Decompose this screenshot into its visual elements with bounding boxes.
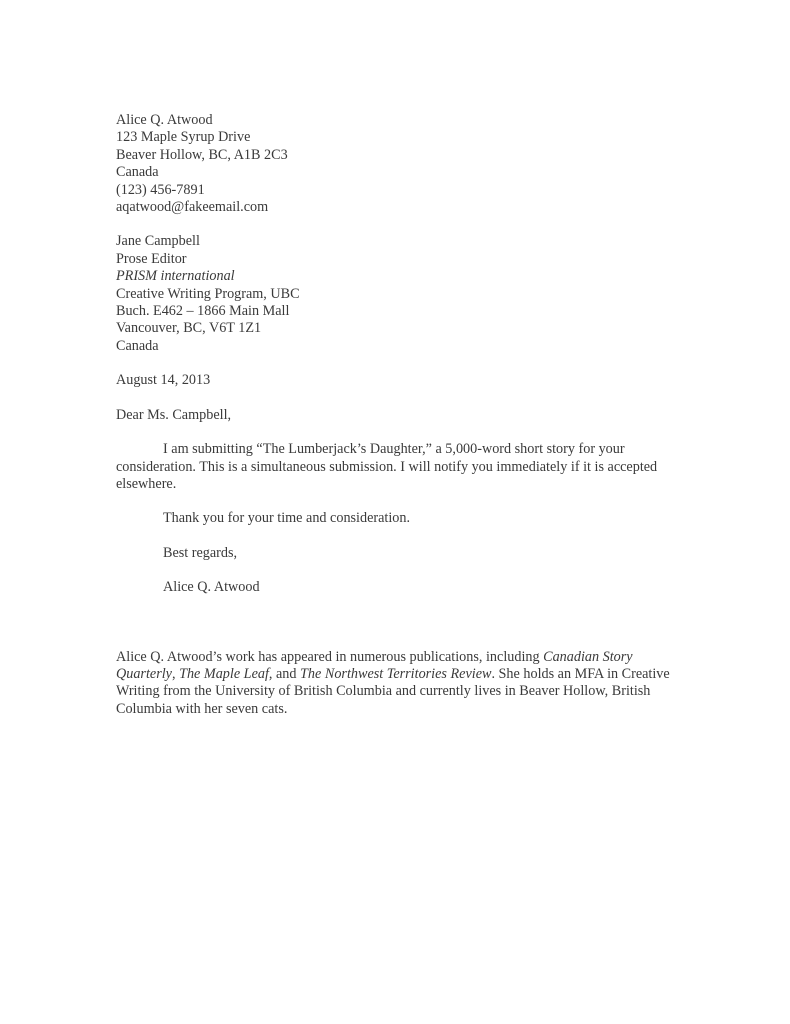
sender-phone: (123) 456-7891 — [116, 181, 205, 198]
recipient-city: Vancouver, BC, V6T 1Z1 — [116, 320, 262, 337]
recipient-publication: PRISM international — [116, 268, 235, 285]
letter — [116, 112, 676, 718]
closing: Best regards, — [163, 544, 238, 561]
recipient-name: Jane Campbell — [116, 233, 200, 250]
body-paragraph-2: Thank you for your time and consideration. — [163, 510, 411, 527]
recipient-country: Canada — [116, 337, 159, 354]
sender-address — [116, 112, 676, 216]
recipient-street: Buch. E462 – 1866 Main Mall — [116, 303, 290, 320]
bio-text-2: , — [171, 665, 180, 682]
signature: Alice Q. Atwood — [163, 579, 260, 596]
bio-text-3: , and — [268, 665, 301, 682]
recipient-address — [116, 233, 676, 355]
author-bio — [116, 649, 676, 719]
sender-email: aqatwood@fakeemail.com — [116, 199, 269, 216]
letter-date: August 14, 2013 — [116, 372, 211, 389]
bio-publication-2: The Maple Leaf — [179, 665, 269, 682]
body-paragraph-1: I am submitting “The Lumberjack’s Daughter,” a 5,000-word short story for your consideration. This is a simultaneous submission. I will notify you immediately if it is accepted elsewhere. — [116, 441, 658, 492]
sender-street: 123 Maple Syrup Drive — [116, 129, 251, 146]
recipient-department: Creative Writing Program, UBC — [116, 285, 300, 302]
bio-text-1: Alice Q. Atwood’s work has appeared in numerous publications, including — [116, 648, 544, 665]
bio-publication-3: The Northwest Territories Review — [300, 665, 492, 682]
bio-publication-1: Canadian Story Quarterly — [116, 648, 633, 682]
sender-country: Canada — [116, 164, 159, 181]
sender-city: Beaver Hollow, BC, A1B 2C3 — [116, 146, 288, 163]
sender-name: Alice Q. Atwood — [116, 112, 213, 128]
recipient-title: Prose Editor — [116, 250, 187, 267]
salutation: Dear Ms. Campbell, — [116, 406, 232, 423]
bio-text-4: . She holds an MFA in Creative Writing from the University of British Columbia and currently lives in Beaver Hollow, British Columbia with her seven cats. — [116, 665, 670, 717]
